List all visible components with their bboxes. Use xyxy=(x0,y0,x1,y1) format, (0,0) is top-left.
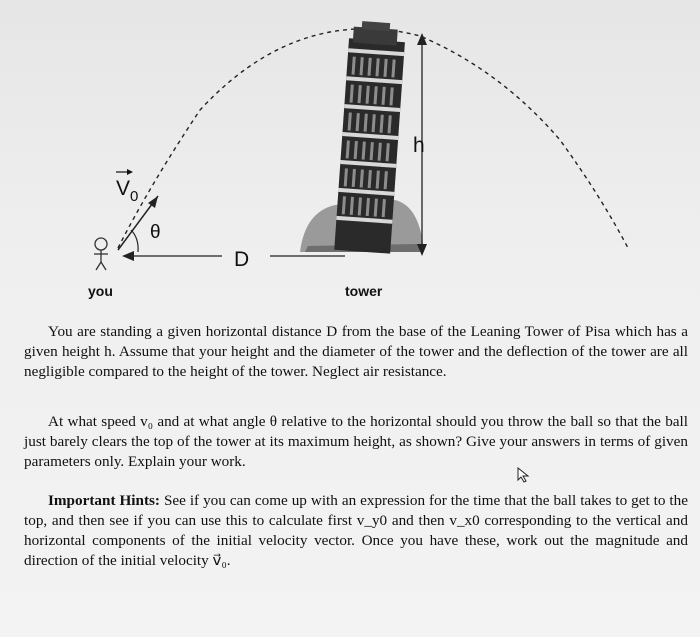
mouse-cursor-icon xyxy=(517,467,531,483)
problem-statement: You are standing a given horizontal distance D from the base of the Leaning Tower of Pisa which has a given height h. Assume that your height and the diameter of the tower and the deflection of the tower are all negligible compared to the height of the tower. Neglect air resistance. xyxy=(24,323,688,380)
hints-text: Important Hints: See if you can come up with an expression for the time that the ball takes to get to the top, and then see if you can use this to calculate first v_y0 and then v_x0 corresponding to the vertical and horizontal components of the initial velocity vector. Once you have these, work out the magnitude and direction of the initial velocity v⃗₀. xyxy=(24,492,688,569)
d-label: D xyxy=(234,248,250,271)
question-text: At what speed v₀ and at what angle θ relative to the horizontal should you throw the ball so that the ball just barely clears the top of the tower at its maximum height, as shown? Give your answers in terms of given parameters only. Explain your work. xyxy=(24,413,688,470)
h-label: h xyxy=(413,134,425,157)
v0-vector-mark-head xyxy=(127,169,133,175)
angle-arc xyxy=(131,230,138,252)
v0-label: $V_0$ xyxy=(116,177,139,205)
person-icon xyxy=(94,238,108,270)
tower-label: tower xyxy=(345,283,383,299)
tower-image xyxy=(300,20,424,253)
velocity-arrowhead xyxy=(148,196,158,208)
theta-label: θ xyxy=(150,222,161,243)
hints-title: Important Hints: xyxy=(48,492,160,509)
you-label: you xyxy=(88,283,113,299)
projectile-figure xyxy=(0,0,700,310)
